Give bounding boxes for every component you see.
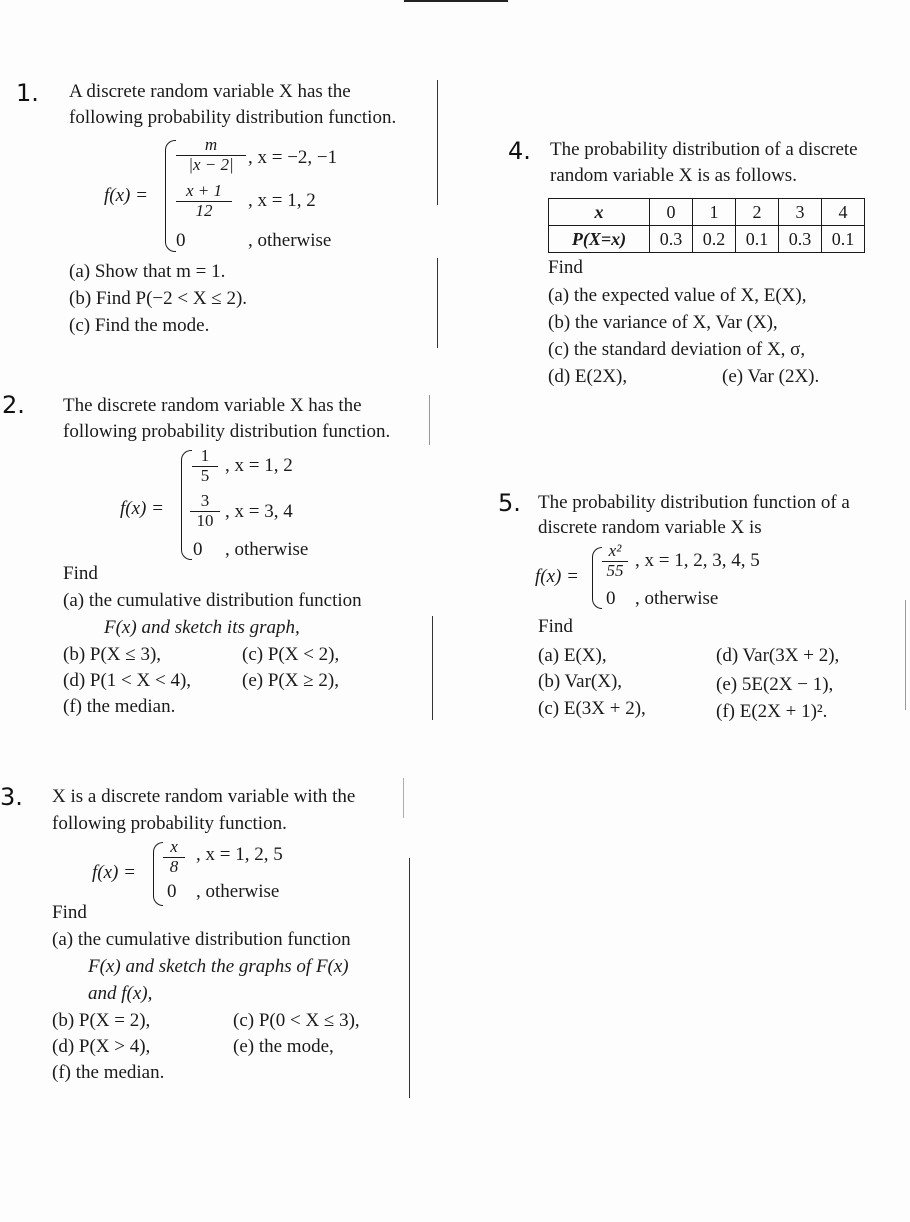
question-part: F(x) and sketch its graph, [104,617,300,638]
function-label: f(x) = [92,862,136,883]
function-label: f(x) = [120,498,164,519]
fraction: $\frac{x + 1}{12}$ [176,182,232,220]
table-cell: 0.3 [650,226,693,253]
question-part: (a) the cumulative distribution function [63,590,362,611]
question-text: following probability function. [52,813,287,834]
case-condition: , x = 3, 4 [225,501,293,522]
table-header-cell: x [549,199,650,226]
case-condition: , x = 1, 2, 5 [196,844,283,865]
question-text: discrete random variable X is [538,517,762,538]
fraction: $\frac{1}{5}$ [192,447,218,485]
question-number: 2. [2,391,25,419]
question-part: (a) the expected value of X, E(X), [548,285,807,306]
case-condition: , otherwise [248,230,332,251]
divider-line [905,600,906,710]
case-condition: , x = 1, 2 [248,190,316,211]
divider-line [403,778,404,818]
question-number: 5. [498,489,521,517]
case-value: 0 [193,539,203,560]
case-value: 0 [606,588,616,609]
question-part: (f) the median. [63,696,176,717]
question-part: (b) P(X = 2), [52,1010,151,1031]
question-text: A discrete random variable X has the [69,81,351,102]
question-text: The discrete random variable X has the [63,395,362,416]
question-part: (a) E(X), [538,645,607,666]
case-condition: , x = 1, 2 [225,455,293,476]
brace [592,547,602,609]
table-cell: 0 [650,199,693,226]
question-part: (b) Var(X), [538,671,623,692]
case-value: 0 [167,881,177,902]
find-label: Find [548,257,583,278]
question-part: (a) the cumulative distribution function [52,929,351,950]
table-cell: 0.2 [693,226,736,253]
question-part: (b) Find P(−2 < X ≤ 2). [69,288,248,309]
fraction: $\frac{\text{x²}}{55}$ [602,542,628,580]
table-cell: 4 [822,199,865,226]
question-part: and f(x), [88,983,153,1004]
table-cell: 0.1 [736,226,779,253]
fraction: $\frac{m}{|x - 2|}$ [176,136,246,174]
question-number: 3. [0,783,23,811]
question-part: F(x) and sketch the graphs of F(x) [88,956,349,977]
table-row [549,226,865,253]
question-part: (d) P(1 < X < 4), [63,670,192,691]
question-part: (c) the standard deviation of X, σ, [548,339,806,360]
find-label: Find [52,902,87,923]
divider-line [437,258,438,348]
table-cell: 0.1 [822,226,865,253]
question-number: 4. [508,137,531,165]
case-condition: , otherwise [635,588,719,609]
question-part: (e) 5E(2X − 1), [716,674,834,695]
question-part: (d) E(2X), [548,366,628,387]
question-part: (e) Var (2X). [722,366,820,387]
question-part: (c) E(3X + 2), [538,698,646,719]
divider-line [429,395,430,445]
question-part: (b) P(X ≤ 3), [63,644,162,665]
find-label: Find [63,563,98,584]
distribution-table [548,198,865,253]
case-condition: , otherwise [225,539,309,560]
question-part: (d) Var(3X + 2), [716,645,840,666]
fraction: $\frac{x}{8}$ [163,838,185,876]
brace [165,140,176,252]
question-text: following probability distribution function. [69,107,397,128]
question-part: (c) P(0 < X ≤ 3), [233,1010,360,1031]
question-part: (d) P(X > 4), [52,1036,151,1057]
question-part: (b) the variance of X, Var (X), [548,312,778,333]
table-cell: 0.3 [779,226,822,253]
question-part: (f) E(2X + 1)². [716,701,828,722]
fraction: $\frac{3}{10}$ [190,492,220,530]
function-label: f(x) = [535,566,579,587]
case-condition: , x = −2, −1 [248,147,338,168]
table-cell: 3 [779,199,822,226]
find-label: Find [538,616,573,637]
question-part: (e) the mode, [233,1036,334,1057]
case-condition: , otherwise [196,881,280,902]
table-row [549,199,865,226]
table-cell: 1 [693,199,736,226]
case-condition: , x = 1, 2, 3, 4, 5 [635,550,760,571]
divider-line [409,858,410,1098]
question-part: (a) Show that m = 1. [69,261,226,282]
question-part: (c) P(X < 2), [242,644,340,665]
question-part: (c) Find the mode. [69,315,210,336]
case-value: 0 [176,230,186,251]
divider-line [432,616,433,720]
top-rule [404,0,508,2]
table-header-cell: P(X=x) [549,226,650,253]
question-number: 1. [16,79,39,107]
question-part: (e) P(X ≥ 2), [242,670,339,691]
question-text: random variable X is as follows. [550,165,797,186]
question-text: The probability distribution function of a [538,492,850,513]
question-part: (f) the median. [52,1062,165,1083]
function-label: f(x) = [104,185,148,206]
question-text: The probability distribution of a discrete [550,139,858,160]
question-text: following probability distribution function. [63,421,391,442]
question-text: X is a discrete random variable with the [52,786,356,807]
table-cell: 2 [736,199,779,226]
divider-line [437,80,438,205]
brace [153,842,163,906]
